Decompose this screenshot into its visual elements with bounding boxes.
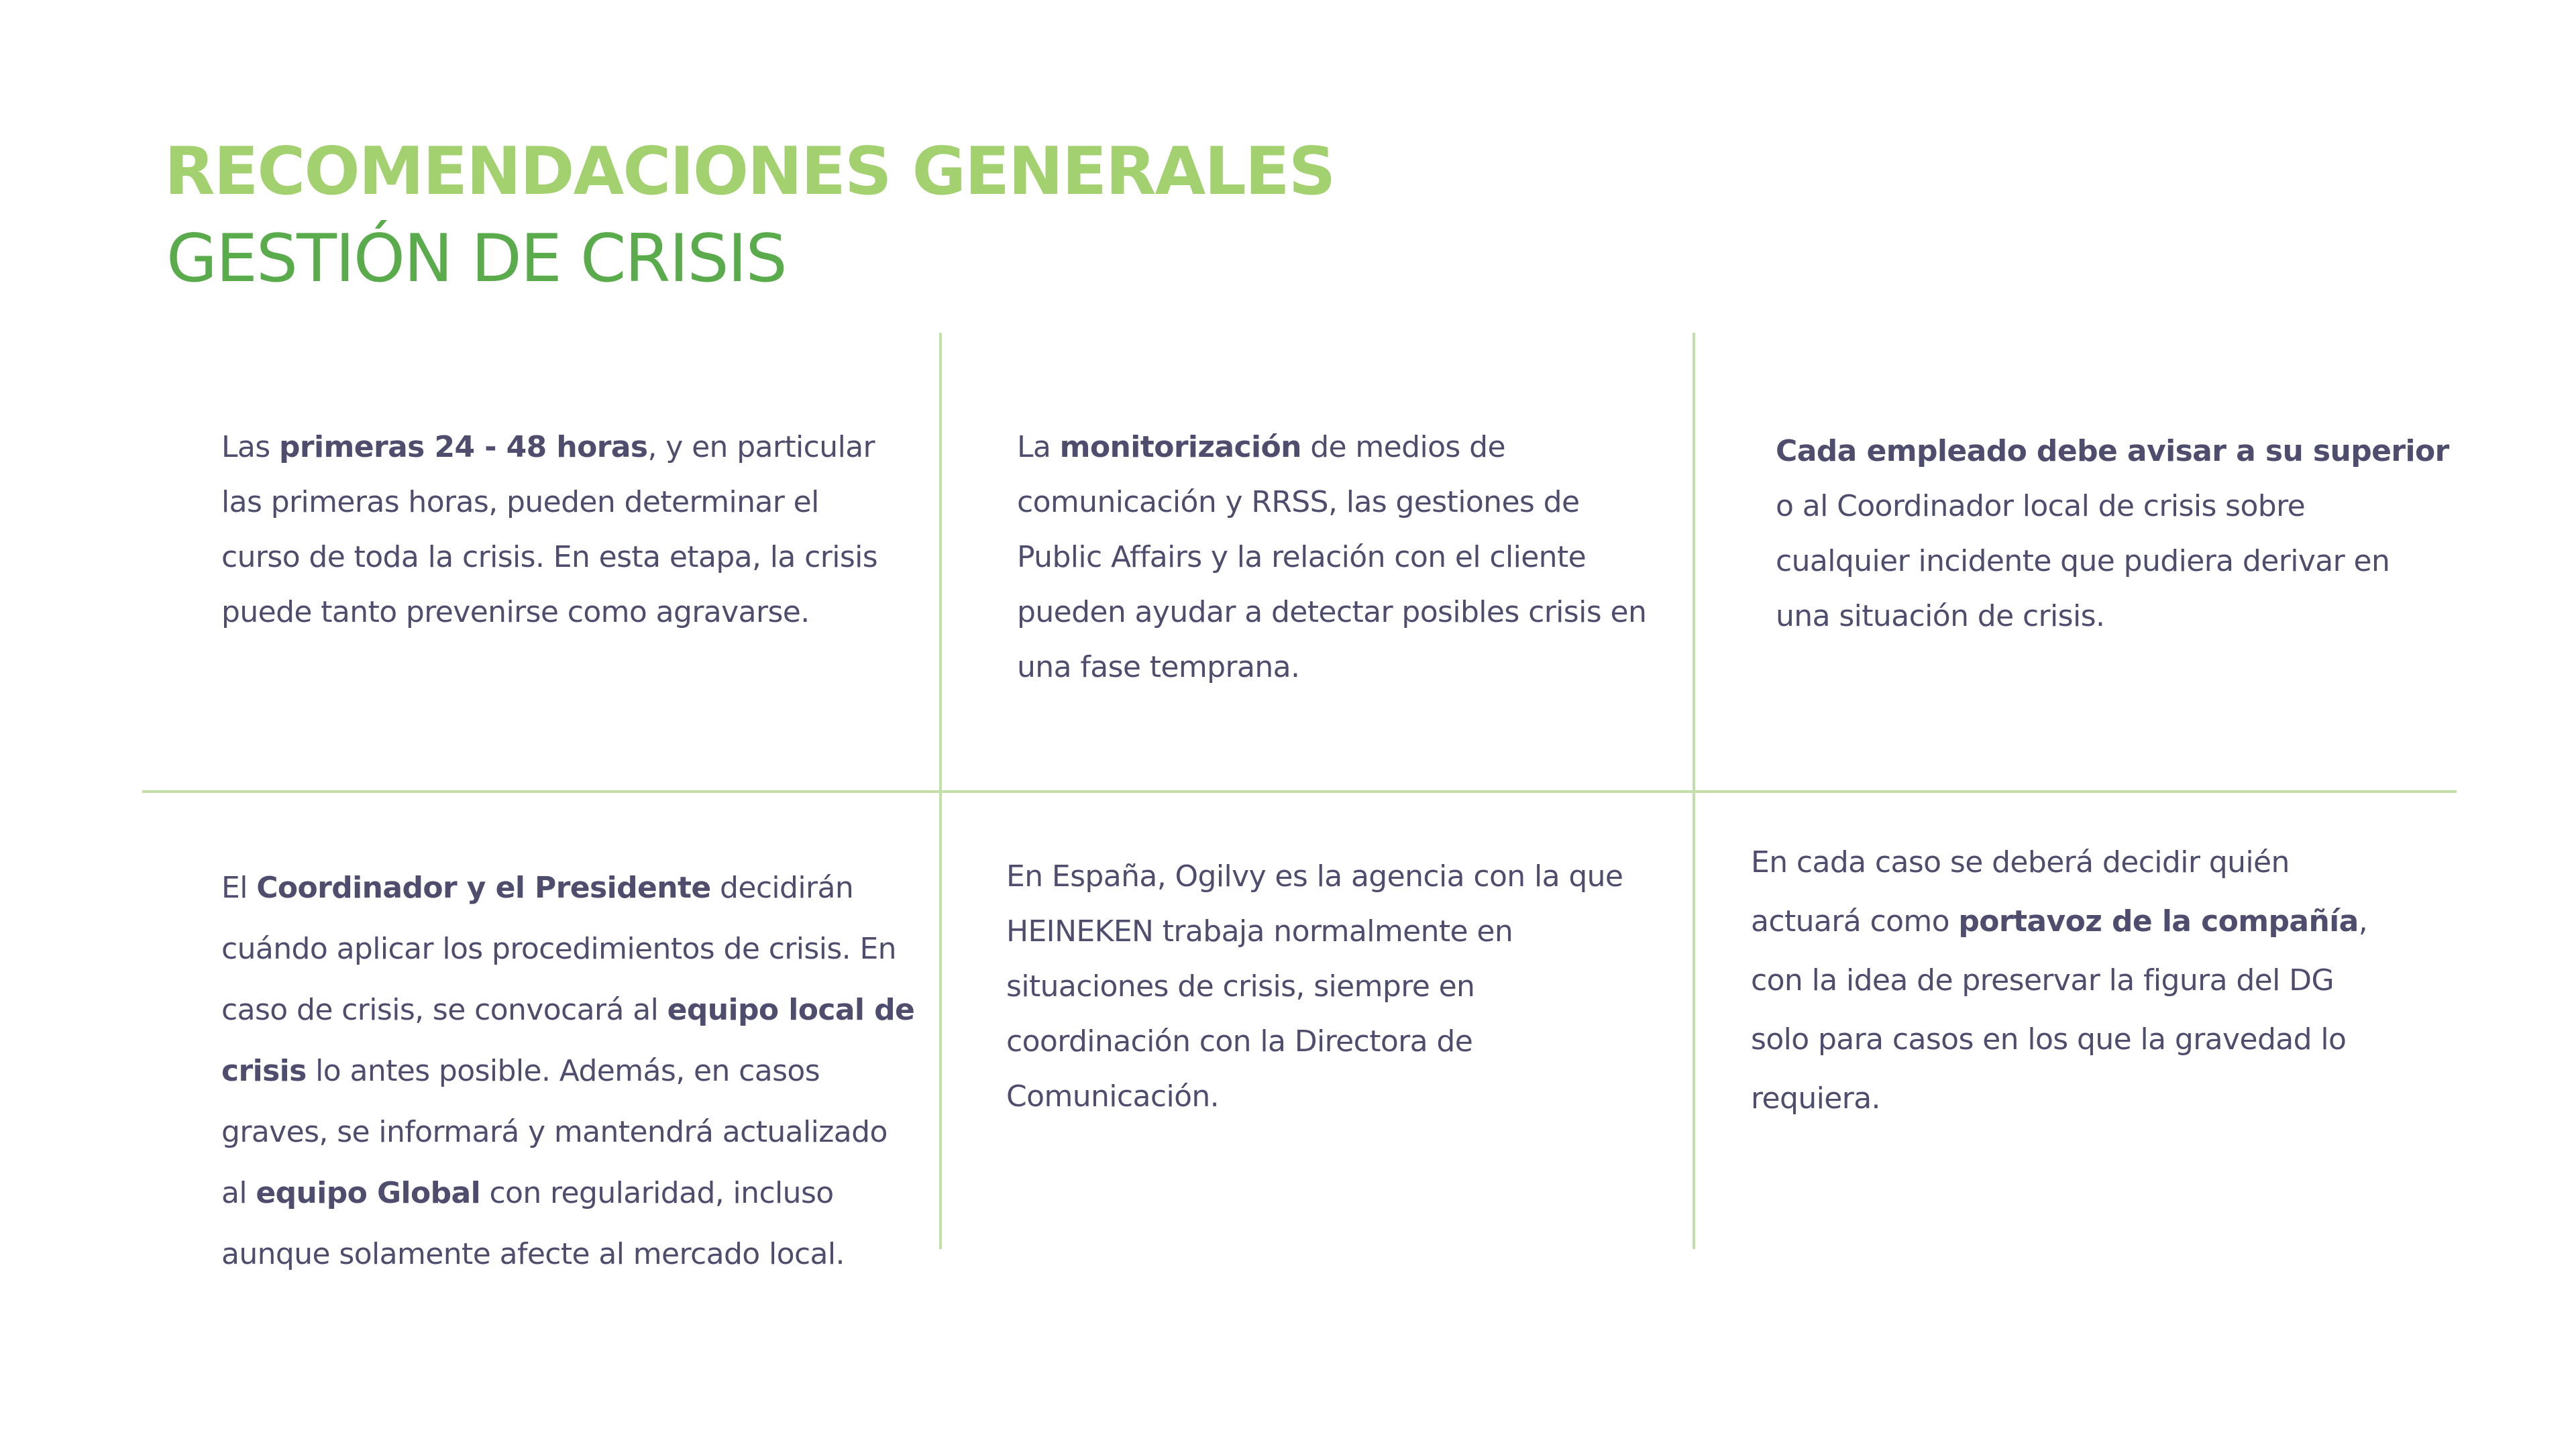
text-run: una fase temprana. — [1017, 650, 1300, 684]
text-line — [1017, 530, 1646, 585]
bold-text: equipo Global — [256, 1176, 481, 1210]
text-run: solo para casos en los que la gravedad lo — [1751, 1022, 2347, 1057]
text-run: En España, Ogilvy es la agencia con la que — [1006, 859, 1623, 894]
text-line — [1006, 849, 1623, 904]
text-line — [1751, 1069, 2367, 1128]
text-run: o al Coordinador local de crisis sobre — [1776, 489, 2306, 523]
page-subtitle: GESTIÓN DE CRISIS — [166, 221, 786, 297]
text-block-agency — [1006, 849, 1623, 1124]
text-line — [221, 918, 914, 979]
text-run: curso de toda la crisis. En esta etapa, la crisis — [221, 540, 878, 574]
text-line — [221, 585, 877, 640]
text-line — [1776, 534, 2449, 589]
text-line — [221, 420, 877, 475]
bold-text: Coordinador y el Presidente — [256, 871, 711, 905]
text-run: de medios de — [1301, 430, 1505, 464]
text-line — [1751, 833, 2367, 892]
text-line — [1751, 1010, 2367, 1069]
text-run: La — [1017, 430, 1060, 464]
text-run: cualquier incidente que pudiera derivar en — [1776, 544, 2390, 578]
text-run: Comunicación. — [1006, 1079, 1220, 1114]
bold-text: crisis — [221, 1054, 307, 1088]
text-run: puede tanto prevenirse como agravarse. — [221, 595, 810, 629]
text-run: caso de crisis, se convocará al — [221, 993, 667, 1027]
text-run: Las — [221, 430, 279, 464]
text-run: En cada caso se deberá decidir quién — [1751, 845, 2290, 879]
text-line — [1776, 424, 2449, 479]
bold-text: primeras 24 - 48 horas — [279, 430, 648, 464]
text-line — [1751, 892, 2367, 951]
text-line — [221, 475, 877, 530]
text-run: con la idea de preservar la figura del DG — [1751, 963, 2334, 998]
text-line — [1017, 585, 1646, 640]
bold-text: Cada empleado debe avisar a su superior — [1776, 434, 2449, 468]
text-line — [221, 1163, 914, 1224]
text-block-first-hours — [221, 420, 877, 640]
text-run: una situación de crisis. — [1776, 599, 2105, 633]
text-run: las primeras horas, pueden determinar el — [221, 485, 819, 519]
text-block-monitoring — [1017, 420, 1646, 695]
text-line — [1006, 904, 1623, 959]
bold-text: equipo local de — [667, 993, 915, 1027]
text-run: pueden ayudar a detectar posibles crisis en — [1017, 595, 1647, 629]
text-line — [221, 530, 877, 585]
text-line — [221, 1102, 914, 1163]
text-line — [1776, 589, 2449, 644]
text-block-coordinator — [221, 857, 914, 1285]
page-title: RECOMENDACIONES GENERALES — [164, 133, 1335, 210]
text-line — [221, 1040, 914, 1102]
text-run: coordinación con la Directora de — [1006, 1024, 1473, 1059]
text-run: al — [221, 1176, 256, 1210]
text-run: decidirán — [710, 871, 854, 905]
text-line — [1017, 475, 1646, 530]
text-run: requiera. — [1751, 1081, 1880, 1116]
text-line — [1006, 959, 1623, 1014]
text-run: actuará como — [1751, 904, 1959, 938]
text-line — [1017, 420, 1646, 475]
text-run: lo antes posible. Además, en casos — [306, 1054, 820, 1088]
text-line — [1751, 951, 2367, 1010]
text-run: aunque solamente afecte al mercado local. — [221, 1237, 845, 1271]
text-line — [1006, 1014, 1623, 1069]
text-run: cuándo aplicar los procedimientos de crisis. En — [221, 932, 896, 966]
text-run: HEINEKEN trabaja normalmente en — [1006, 914, 1513, 949]
text-line — [1776, 479, 2449, 534]
text-block-spokesperson — [1751, 833, 2367, 1128]
text-run: con regularidad, incluso — [480, 1176, 834, 1210]
text-run: comunicación y RRSS, las gestiones de — [1017, 485, 1580, 519]
divider-horizontal — [142, 790, 2457, 793]
text-run: , y en particular — [647, 430, 875, 464]
text-line — [221, 979, 914, 1040]
bold-text: portavoz de la compañía — [1958, 904, 2359, 938]
text-run: Public Affairs y la relación con el cliente — [1017, 540, 1587, 574]
text-line — [221, 857, 914, 918]
text-block-employee-notice — [1776, 424, 2449, 644]
text-line — [1017, 640, 1646, 695]
bold-text: monitorización — [1059, 430, 1301, 464]
text-line — [221, 1224, 914, 1285]
text-run: graves, se informará y mantendrá actualizado — [221, 1115, 888, 1149]
text-run: , — [2358, 904, 2368, 938]
text-line — [1006, 1069, 1623, 1124]
text-run: El — [221, 871, 257, 905]
text-run: situaciones de crisis, siempre en — [1006, 969, 1475, 1004]
